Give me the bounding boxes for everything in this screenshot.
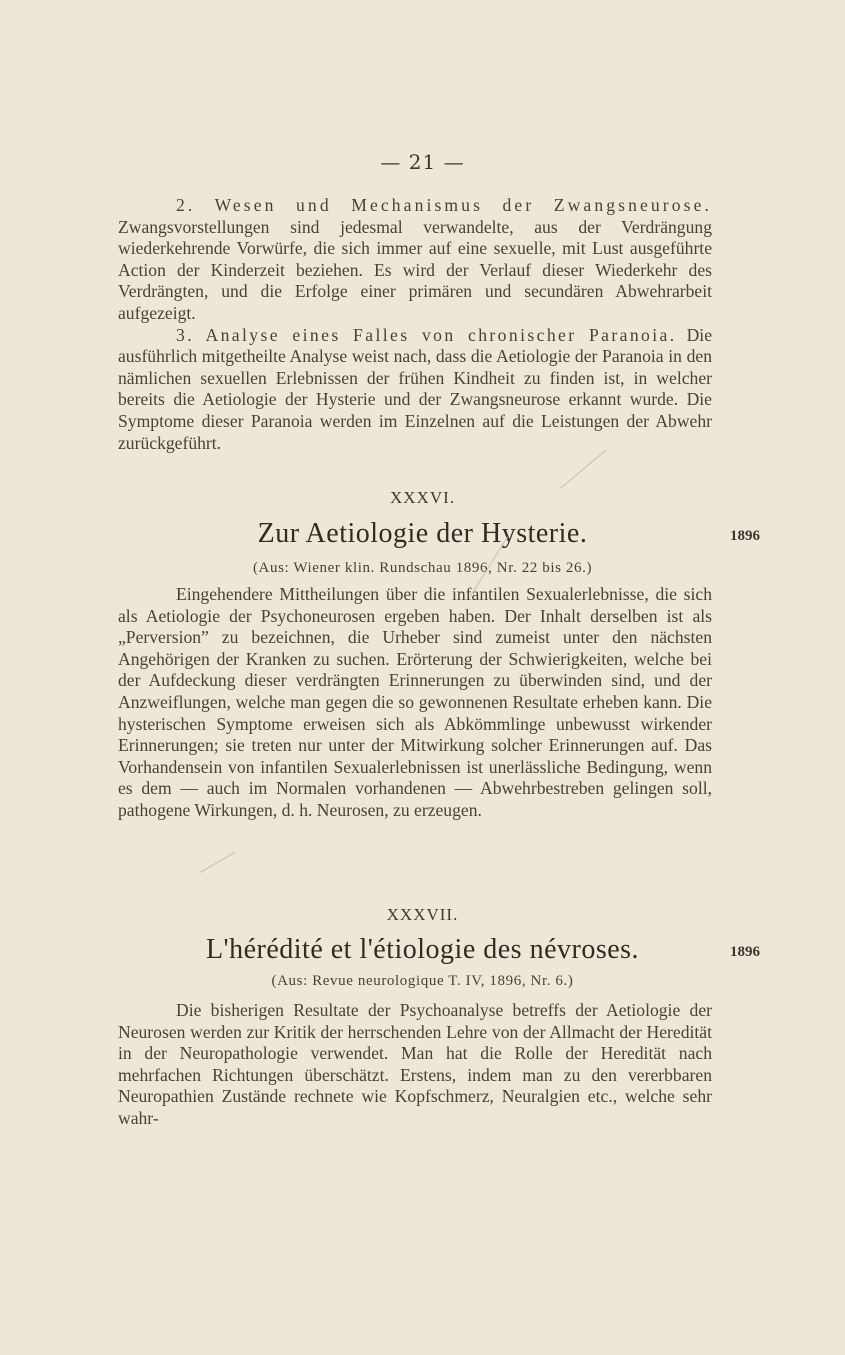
pencil-mark	[560, 449, 607, 488]
section-37-title: L'hérédité et l'étiologie des névroses.	[205, 934, 640, 965]
section-36-body	[118, 584, 712, 822]
pencil-mark	[200, 852, 235, 873]
top-section	[118, 195, 712, 454]
page-number: — 21 —	[380, 150, 465, 174]
section-37-source: (Aus: Revue neurologique T. IV, 1896, Nr. 6.)	[271, 973, 574, 989]
section-36-number: XXXVI.	[389, 488, 456, 507]
section-37-paragraph: Die bisherigen Resultate der Psychoanalyse betreffs der Aetiologie der Neurosen werden zur Kritik der herrschenden Lehre von der Allmacht der Heredität in der Neuropathologie verwendet. Man hat die Rolle der Heredität nach mehrfachen Richtungen überschätzt. Erstens, indem man zu den vererbbaren Neuropathien Zustände rechnete wie Kopfschmerz, Neuralgien etc., welche sehr wahr-	[118, 1000, 712, 1128]
section-37-year: 1896	[730, 944, 760, 960]
item-3-paragraph	[118, 325, 712, 455]
item-3-heading: 3. Analyse eines Falles von chronischer Paranoia.	[176, 324, 677, 345]
section-37-number: XXXVII.	[386, 905, 459, 924]
item-2-heading: 2. Wesen und Mechanismus der Zwangsneurose.	[176, 195, 712, 215]
section-36-source: (Aus: Wiener klin. Rundschau 1896, Nr. 22 bis 26.)	[252, 560, 593, 576]
section-36-paragraph: Eingehendere Mittheilungen über die infantilen Sexualerlebnisse, die sich als Aetiologie der Psychoneurosen ergeben haben. Der Inhalt derselben ist als „Perversion” zu bezeichnen, die Urheber sind zumeist unter den nächsten Angehörigen der Kranken zu suchen. Erörterung der Schwierigkeiten, welche bei der Aufdeckung dieser verdrängten Erinnerungen zu überwinden sind, und der Anzweiflungen, welche man gegen die so gewonnenen Resultate erheben kann. Die hysterischen Symptome erweisen sich als Abkömmlinge unbewusst wirkender Erinnerungen; sie treten nur unter der Mitwirkung solcher Erinnerungen auf. Das Vorhandensein von infantilen Sexualerlebnissen ist unerlässliche Bedingung, wenn es dem — auch im Normalen vorhandenen — Abwehrbestreben gelingen soll, pathogene Wirkungen, d. h. Neurosen, zu erzeugen.	[118, 584, 712, 820]
item-2-text: Zwangsvorstellungen sind jedesmal verwandelte, aus der Verdrängung wiederkehrende Vorwürfe, die sich immer auf eine sexuelle, mit Lust ausgeführte Action der Kinderzeit beziehen. Es wird der Verlauf dieser Wiederkehr des Verdrängten, und die Erfolge einer primären und secundären Abwehrarbeit aufgezeigt.	[118, 216, 712, 323]
section-36-title: Zur Aetiologie der Hysterie.	[257, 518, 588, 549]
section-37-body	[118, 1000, 712, 1130]
item-2-paragraph	[118, 195, 712, 325]
item-3-text: Die ausführlich mitgetheilte Analyse weist nach, dass die Aetiologie der Paranoia in den nämlichen sexuellen Erlebnissen der frühen Kindheit zu finden ist, in welcher bereits die Aetiologie der Hysterie und der Zwangsneurose erkannt wurde. Die Symptome dieser Paranoia werden im Einzelnen auf die Leistungen der Abwehr zurückgeführt.	[118, 324, 712, 453]
section-36-year: 1896	[730, 528, 760, 544]
